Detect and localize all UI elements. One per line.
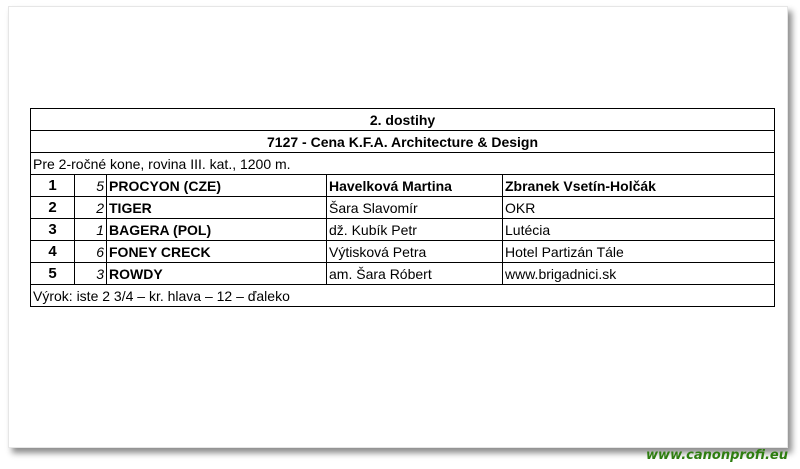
result-trainer: OKR (503, 197, 775, 219)
result-jockey: Výtisková Petra (327, 241, 503, 263)
result-row (31, 175, 775, 197)
result-jockey: Havelková Martina (327, 175, 503, 197)
race-title: 2. dostihy (31, 109, 775, 131)
result-row (31, 219, 775, 241)
result-position: 4 (31, 241, 75, 263)
result-horse: ROWDY (107, 263, 327, 285)
result-position: 1 (31, 175, 75, 197)
result-trainer: Hotel Partizán Tále (503, 241, 775, 263)
result-jockey: dž. Kubík Petr (327, 219, 503, 241)
result-horse: TIGER (107, 197, 327, 219)
result-position: 3 (31, 219, 75, 241)
watermark: www.canonprofi.eu (646, 448, 788, 463)
result-jockey: am. Šara Róbert (327, 263, 503, 285)
result-trainer: Zbranek Vsetín-Holčák (503, 175, 775, 197)
result-row (31, 197, 775, 219)
race-verdict: Výrok: iste 2 3/4 – kr. hlava – 12 – ďaleko (31, 285, 775, 307)
race-conditions: Pre 2-ročné kone, rovina III. kat., 1200 m. (31, 153, 775, 175)
result-position: 2 (31, 197, 75, 219)
result-trainer: www.brigadnici.sk (503, 263, 775, 285)
result-jockey: Šara Slavomír (327, 197, 503, 219)
result-horse: PROCYON (CZE) (107, 175, 327, 197)
result-position: 5 (31, 263, 75, 285)
result-horse: BAGERA (POL) (107, 219, 327, 241)
result-number: 3 (75, 263, 107, 285)
result-number: 6 (75, 241, 107, 263)
result-number: 2 (75, 197, 107, 219)
result-number: 5 (75, 175, 107, 197)
result-row (31, 263, 775, 285)
result-horse: FONEY CRECK (107, 241, 327, 263)
result-row (31, 241, 775, 263)
result-number: 1 (75, 219, 107, 241)
race-name: 7127 - Cena K.F.A. Architecture & Design (31, 131, 775, 153)
result-trainer: Lutécia (503, 219, 775, 241)
race-results-table (30, 108, 775, 307)
